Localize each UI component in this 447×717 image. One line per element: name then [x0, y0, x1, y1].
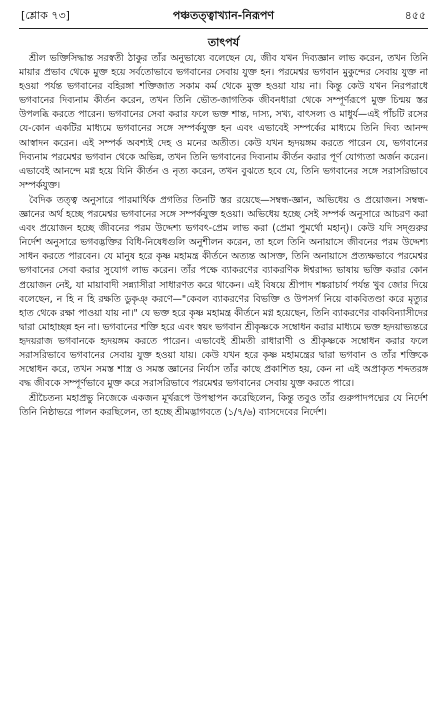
- paragraph: শ্রীচৈতন্য মহাপ্রভু নিজেকে একজন মূর্খরূপে উপস্থাপন করেছিলেন, কিন্তু তবুও তাঁর গুরুপাদপদ্মের যে নির্দেশ তিনি নিষ্ঠাভরে পালন করছিলেন, তা হচ্ছে শ্রীমদ্ভাগবতে (১/৭/৬) ব্যাসদেবের নির্দেশ।: [19, 393, 428, 419]
- chapter-title: পঞ্চতত্ত্বাখ্যান-নিরূপণ: [172, 9, 275, 22]
- paragraph: বৈদিক তত্ত্ব অনুসারে পারমার্থিক প্রগতির তিনটি স্তর রয়েছে—সম্বন্ধ-জ্ঞান, অভিধেয় ও প্রয়োজন। সম্বন্ধ-জ্ঞানের অর্থ হচ্ছে পরমেশ্বর ভগবানের সঙ্গে সম্পর্কযুক্ত হওয়া। অভিধেয় হচ্ছে সেই সম্পর্ক অনুসারে আচরণ করা এবং প্রয়োজন হচ্ছে জীবনের পরম উদ্দেশ্য ভগবৎ-প্রেম লাভ করা (প্রেমা পুমর্থো মহান্)। কেউ যদি সদ্‌গুরুর নির্দেশ অনুসারে ভগবদ্ভক্তির বিধি-নিষেধগুলি অনুশীলন করেন, তা হলে তিনি অনায়াসে জীবনের পরম উদ্দেশ্য সাধন করতে পারবেন। যে মানুষ হরে কৃষ্ণ মহামন্ত্র কীর্তনে অত্যন্ত আসক্ত, তিনি অনায়াসে প্রত্যক্ষভাবে পরমেশ্বর ভগবানের সেবা করার সুযোগ লাভ করেন। তাঁর পক্ষে ব্যাকরণের ব্যাকরণিক ঈশ্বরাদ্দ্য ভাষায় ভক্তি করার কোন প্রয়োজন নেই, যা মায়াবাদী সন্ন্যাসীরা সাধারণত করে থাকেন। এই বিষয়ে শ্রীপাদ শঙ্করাচার্য পর্যন্ত খুব জোর দিয়ে বলেছেন, ন হি ন হি রক্ষতি ডুকৃঞ্ করণে—"কেবল ব্যাকরণের বিভক্তি ও উপসর্গ নিয়ে বাকবিতণ্ডা করে মৃত্যুর হাত থেকে রক্ষা পাওয়া যায় না।" যে ভক্ত হরে কৃষ্ণ মহামন্ত্র কীর্তনে মগ্ন হয়েছেন, তিনি ব্যাকরণের বাকবিন্যাসীদের দ্বারা মোহাচ্ছন্ন হন না। ভগবানের শক্তি হরে এবং স্বয়ং ভগবান শ্রীকৃষ্ণকে সম্বোধন করার মাধ্যমে ভক্ত হৃদয়াভ্যন্তরে হৃদয়রাজ ভগবানকে হৃদয়ঙ্গম করতে পারেন। এভাবেই শ্রীমতী রাধারাণী ও শ্রীকৃষ্ণকে সম্বোধন করার ফলে সরাসরিভাবে ভগবানের সেবায় যুক্ত হওয়া যায়। কেউ যখন হরে কৃষ্ণ মহামন্ত্রের দ্বারা ভগবান ও তাঁর শক্তিকে সম্বোধন করে, তখন সমস্ত শাস্ত্র ও সমস্ত জ্ঞানের নির্যাস তাঁর কাছে প্রকাশিত হয়, কেন না এই অপ্রাকৃত শব্দতরঙ্গ বদ্ধ জীবকে সম্পূর্ণভাবে মুক্ত করে সরাসরিভাবে পরমেশ্বর ভগবানের সেবায় যুক্ত করতে পারে।: [19, 194, 428, 390]
- header-divider: [19, 28, 428, 29]
- page-number: ৪৫৫: [404, 9, 426, 22]
- paragraph: শ্রীল ভক্তিসিদ্ধান্ত সরস্বতী ঠাকুর তাঁর অনুভাষ্যে বলেছেন যে, জীব যখন দিব্যজ্ঞান লাভ করেন, তখন তিনি মায়ার প্রভাব থেকে মুক্ত হয়ে সর্বতোভাবে ভগবানের সেবায় যুক্ত হন। পরমেশ্বর ভগবান মুকুন্দের সেবায় যুক্ত না হওয়া পর্যন্ত ভগবানের বহিরঙ্গা শক্তিজাত সকাম কর্ম থেকে মুক্ত হওয়া যায় না। কিন্তু কেউ যখন নিরপরাধে ভগবানের দিব্যনাম কীর্তন করেন, তখন তিনি ভৌত-জাগতিক জীবনধারা থেকে সম্পূর্ণরূপে মুক্ত চিন্ময় স্তর উপলব্ধি করতে পারেন। ভগবানের সেবা করার ফলে ভক্ত শান্ত, দাস্য, সখ্য, বাৎসল্য ও মাধুর্য—এই পাঁচটি রসের যে-কোন একটির মাধ্যমে ভগবানের সঙ্গে সম্পর্কযুক্ত হন এবং এভাবেই সম্পর্কের মাধ্যমে তিনি দিব্য আনন্দ আস্বাদন করেন। এই সম্পর্ক অবশ্যই দেহ ও মনের অতীত। কেউ যখন হৃদয়ঙ্গম করতে পারেন যে, ভগবানের দিব্যনাম পরমেশ্বর ভগবান থেকে অভিন্ন, তখন তিনি ভগবানের দিব্যনাম কীর্তন করার পূর্ণ যোগ্যতা অর্জন করেন। এভাবেই আনন্দে মগ্ন হয়ে যিনি কীর্তন ও নৃত্য করেন, তখন বুঝতে হবে যে, তিনি ভগবানের সঙ্গে সরাসরিভাবে সম্পর্কযুক্ত।: [19, 53, 428, 191]
- running-header: [0, 4, 447, 26]
- verse-reference: [শ্লোক ৭৩]: [21, 9, 70, 22]
- section-heading: তাৎপর্য: [207, 36, 240, 49]
- purport-text: [19, 52, 428, 712]
